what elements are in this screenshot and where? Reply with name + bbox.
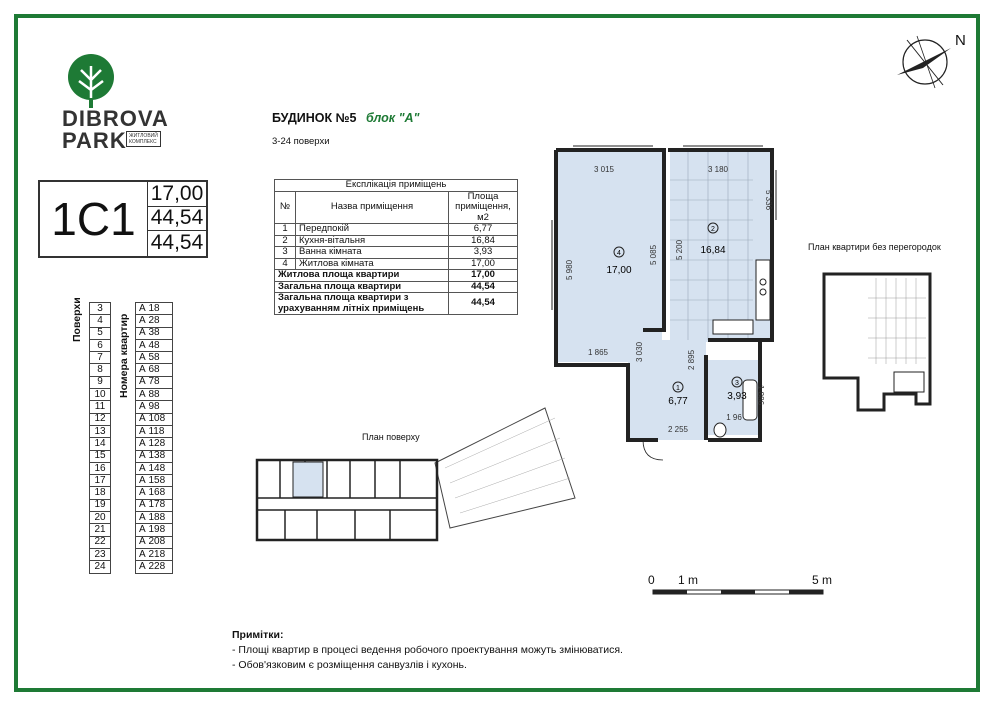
north-label: N: [955, 32, 966, 49]
floor-number: 13: [90, 425, 111, 437]
dim-3015: 3 015: [593, 165, 615, 174]
explication-cell-name: Житлова кімната: [296, 258, 449, 270]
apartment-number: А 128: [136, 438, 173, 450]
explication-row: [275, 258, 518, 270]
room2-area: 16,84: [700, 245, 726, 256]
dim-2895: 2 895: [687, 349, 696, 370]
explication-row: [275, 247, 518, 259]
floors-range: 3-24 поверхи: [272, 136, 330, 147]
explication-total-name: Загальна площа квартири з урахуванням літніх приміщень: [275, 293, 449, 315]
col-area: Площа приміщення, м2: [449, 191, 518, 224]
floor-number: 18: [90, 487, 111, 499]
apartment-number: А 198: [136, 524, 173, 536]
explication-total-name: Загальна площа квартири: [275, 281, 449, 293]
tree-icon: [61, 52, 121, 110]
apartment-number: А 188: [136, 512, 173, 524]
dim-3180: 3 180: [707, 165, 729, 174]
apartment-number: А 158: [136, 475, 173, 487]
explication-total-area: 17,00: [449, 270, 518, 282]
logo-tag1: ЖИТЛОВИЙ: [129, 133, 158, 139]
explication-cell-no: 4: [275, 258, 296, 270]
floor-number: 21: [90, 524, 111, 536]
explication-cell-name: Передпокій: [296, 224, 449, 236]
apartment-number: А 148: [136, 462, 173, 474]
explication-cell-area: 16,84: [449, 235, 518, 247]
explication-title: Експлікація приміщень: [275, 180, 518, 192]
floor-number: 16: [90, 462, 111, 474]
living-area-value: 17,00: [148, 182, 206, 207]
dim-196: 1 96: [726, 413, 742, 422]
room4-area: 17,00: [606, 265, 632, 276]
room1-id: 1: [676, 385, 680, 392]
explication-table: [274, 179, 518, 315]
apartment-numbers-label: Номера квартир: [118, 313, 130, 398]
notes-title: Примітки:: [232, 629, 284, 641]
note-item: - Площі квартир в процесі ведення робочого проектування можуть змінюватися.: [232, 644, 623, 656]
floor-number: 23: [90, 548, 111, 560]
logo-line2: PARK: [62, 128, 127, 153]
explication-cell-area: 6,77: [449, 224, 518, 236]
col-number: №: [275, 191, 296, 224]
floor-number: 20: [90, 512, 111, 524]
total-area-value: 44,54: [148, 207, 206, 232]
room2-id: 2: [711, 226, 715, 233]
explication-row: [275, 235, 518, 247]
apartment-number: А 228: [136, 561, 173, 573]
floor-number: 10: [90, 389, 111, 401]
floor-number: 22: [90, 536, 111, 548]
scale-zero: 0: [648, 573, 655, 587]
explication-cell-name: Ванна кімната: [296, 247, 449, 259]
floor-number: 12: [90, 413, 111, 425]
explication-cell-area: 17,00: [449, 258, 518, 270]
notes: [232, 628, 623, 673]
room3-id: 3: [735, 380, 739, 387]
apartment-number: А 18: [136, 303, 173, 315]
apartment-number: А 118: [136, 425, 173, 437]
apartment-number: А 88: [136, 389, 173, 401]
apartment-number: А 108: [136, 413, 173, 425]
dim-5336: 5 336: [764, 190, 773, 211]
dim-5980: 5 980: [565, 259, 574, 280]
apartment-code-box: [38, 180, 208, 258]
apartment-code: 1С1: [40, 182, 148, 256]
apartment-number: А 138: [136, 450, 173, 462]
building-title: [272, 111, 419, 125]
floor-number: 8: [90, 364, 111, 376]
apartment-number: А 178: [136, 499, 173, 511]
explication-cell-no: 3: [275, 247, 296, 259]
total-area-summer-value: 44,54: [150, 231, 204, 255]
dim-5085: 5 085: [649, 244, 658, 265]
floor-plan: [255, 398, 585, 548]
apartments-table: [135, 302, 173, 574]
explication-total-name: Житлова площа квартири: [275, 270, 449, 282]
explication-cell-name: Кухня-вітальня: [296, 235, 449, 247]
explication-row: [275, 224, 518, 236]
explication-total-row: [275, 270, 518, 282]
floor-number: 17: [90, 475, 111, 487]
floor-number: 3: [90, 303, 111, 315]
dim-1865: 1 865: [587, 348, 609, 357]
floors-label: Поверхи: [71, 297, 83, 342]
explication-cell-no: 1: [275, 224, 296, 236]
floor-number: 7: [90, 352, 111, 364]
apartment-number: А 78: [136, 376, 173, 388]
note-item: - Обов'язковим є розміщення санвузлів і кухонь.: [232, 659, 467, 671]
floor-number: 4: [90, 315, 111, 327]
scale-five: 5 m: [812, 573, 833, 587]
no-partitions-label: План квартири без перегородок: [808, 242, 941, 252]
apartment-number: А 28: [136, 315, 173, 327]
floor-number: 19: [90, 499, 111, 511]
explication-total-row: [275, 293, 518, 315]
building-number: БУДИНОК №5: [272, 111, 357, 125]
col-name: Назва приміщення: [296, 191, 449, 224]
floor-number: 11: [90, 401, 111, 413]
floor-number: 24: [90, 561, 111, 573]
floor-number: 5: [90, 327, 111, 339]
building-block: блок "А": [365, 111, 420, 125]
scale-one: 1 m: [678, 573, 699, 587]
scale-bar: [652, 588, 827, 598]
logo: [58, 52, 178, 152]
apartment-number: А 208: [136, 536, 173, 548]
room4-id: 4: [617, 250, 621, 257]
apartment-number: А 48: [136, 339, 173, 351]
explication-cell-no: 2: [275, 235, 296, 247]
floor-number: 9: [90, 376, 111, 388]
floor-plan-label: План поверху: [362, 432, 420, 442]
explication-total-area: 44,54: [449, 281, 518, 293]
dim-1886: 1 886: [756, 385, 765, 406]
explication-total-area: 44,54: [449, 293, 518, 315]
dim-3030: 3 030: [635, 341, 644, 362]
apartment-number: А 58: [136, 352, 173, 364]
floor-number: 6: [90, 339, 111, 351]
apartment-number: А 218: [136, 548, 173, 560]
room1-area: 6,77: [668, 396, 688, 407]
apartment-number: А 38: [136, 327, 173, 339]
apartment-number: А 98: [136, 401, 173, 413]
room3-area: 3,93: [727, 391, 747, 402]
floor-number: 14: [90, 438, 111, 450]
explication-total-row: [275, 281, 518, 293]
plan-no-partitions: [818, 268, 938, 418]
apartment-number: А 168: [136, 487, 173, 499]
floors-table: [89, 302, 111, 574]
logo-tag2: КОМПЛЕКС: [129, 139, 157, 145]
logo-line1: DIBROVA: [62, 106, 169, 131]
dim-2255: 2 255: [667, 425, 689, 434]
floor-number: 15: [90, 450, 111, 462]
apartment-number: А 68: [136, 364, 173, 376]
explication-cell-area: 3,93: [449, 247, 518, 259]
dim-5200: 5 200: [675, 239, 684, 260]
